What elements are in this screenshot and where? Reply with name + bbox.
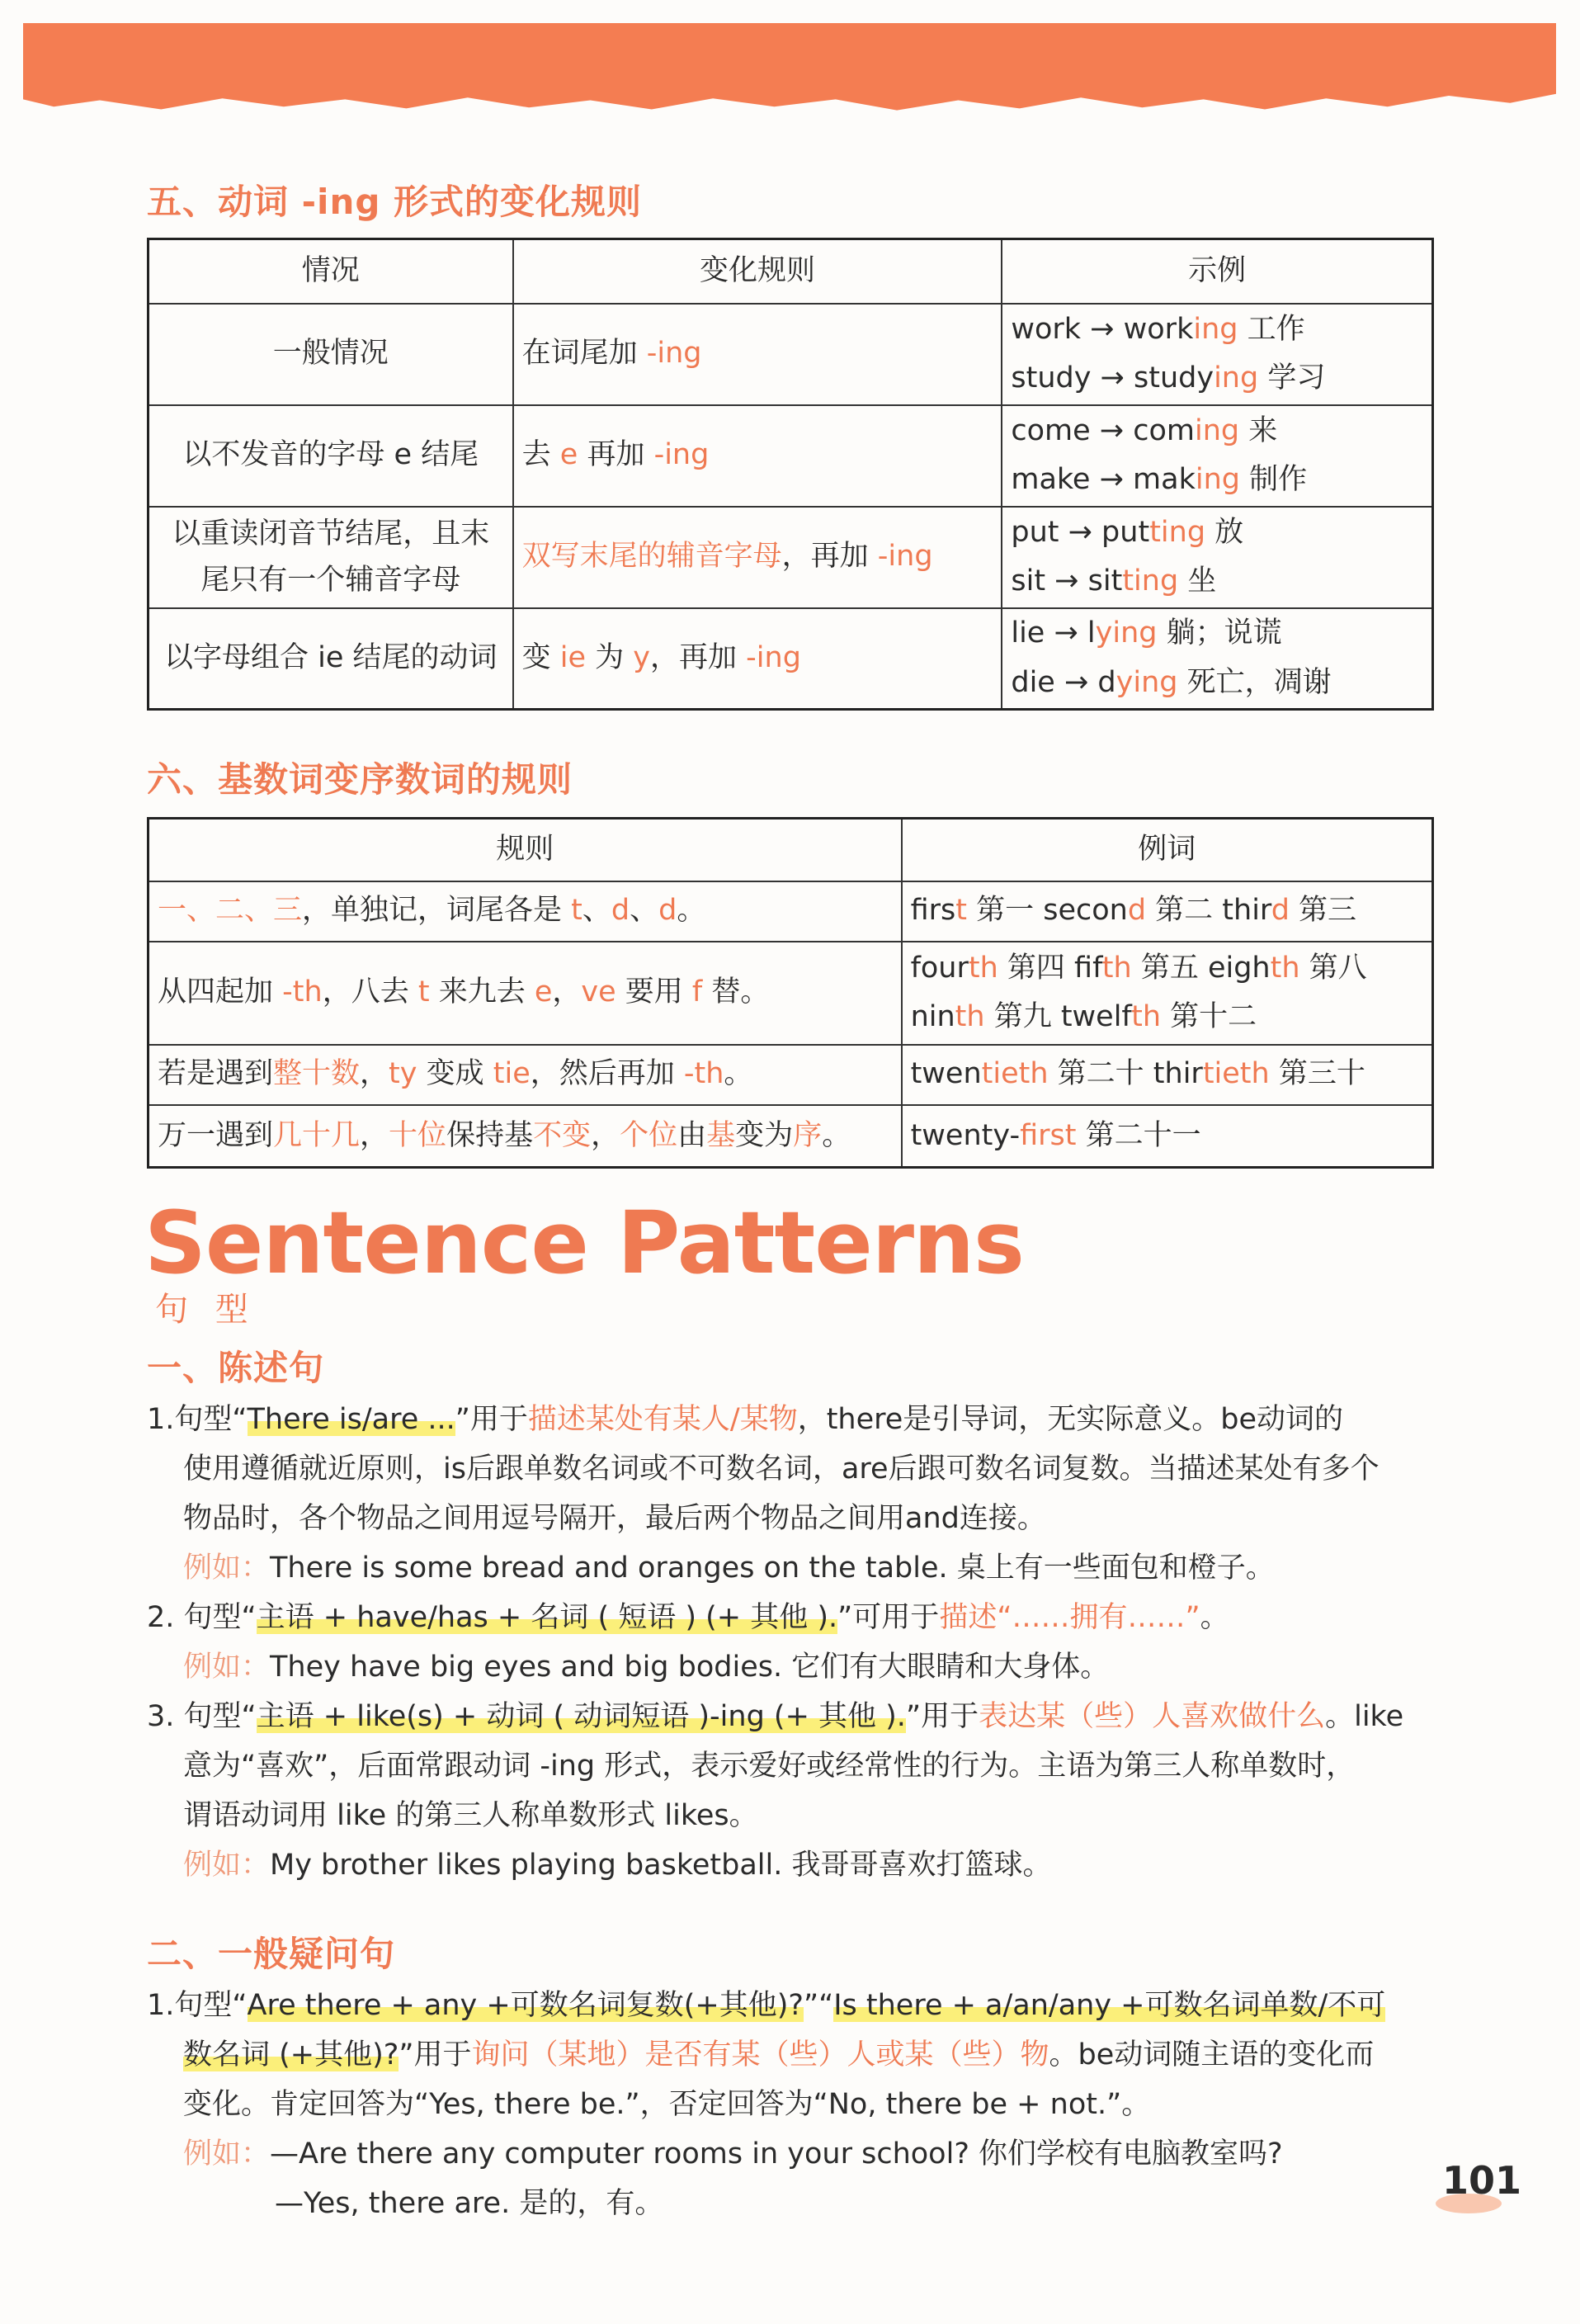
example-cell xyxy=(902,1105,1433,1168)
text-run: 1.句型“ xyxy=(147,1989,248,2022)
highlight-text: 描述“……拥有……” xyxy=(939,1601,1200,1634)
rule-cell xyxy=(513,405,1002,507)
marked-pattern: Are there + any +可数名词复数(+其他)? xyxy=(247,1989,804,2022)
case-cell: 以重读闭音节结尾，且末尾只有一个辅音字母 xyxy=(149,507,513,608)
sentence-patterns-title: Sentence Patterns xyxy=(144,1193,1024,1293)
text-run: 第八 xyxy=(1299,951,1367,985)
example-cell xyxy=(1002,507,1432,608)
text-run: There is some bread and oranges on the table. 桌上有一些面包和橙子。 xyxy=(270,1552,1275,1585)
example-cell xyxy=(902,1045,1433,1105)
highlight-text: 表达某（些）人喜欢做什么 xyxy=(979,1700,1326,1733)
table-row xyxy=(149,881,1433,942)
rule-cell xyxy=(513,304,1002,405)
text-run: They have big eyes and big bodies. 它们有大眼睛和大身体。 xyxy=(270,1651,1110,1684)
text-line xyxy=(147,2080,1434,2129)
text-line xyxy=(147,1395,1434,1444)
ing-rules-table xyxy=(147,238,1434,711)
text-run: 替。 xyxy=(702,975,770,1009)
text-run: 变为 xyxy=(735,1118,794,1152)
text-run: 死亡，凋谢 xyxy=(1177,665,1332,699)
text-run: put → put xyxy=(1011,515,1150,549)
highlight-text: d xyxy=(658,894,677,928)
highlight-text: 双写末尾的辅音字母 xyxy=(521,540,782,574)
table-row xyxy=(149,942,1433,1045)
text-run: 。 xyxy=(822,1118,851,1152)
text-run: study → study xyxy=(1011,361,1214,394)
highlight-text: e xyxy=(534,975,553,1009)
sentence-patterns-subtitle: 句 型 xyxy=(155,1291,257,1329)
highlight-text: y xyxy=(633,641,651,674)
example-line xyxy=(911,944,1423,994)
highlight-text: ing xyxy=(1194,413,1240,447)
text-run: 第十二 xyxy=(1161,1000,1257,1033)
highlight-text: 一、二、三 xyxy=(158,894,303,928)
highlight-text: th xyxy=(1131,1000,1162,1033)
text-run: 躺；说谎 xyxy=(1157,616,1282,650)
highlight-text: ying xyxy=(1115,665,1178,699)
text-run: ”用于 xyxy=(455,1403,528,1436)
ordinal-rules-table xyxy=(147,817,1434,1169)
rule-cell xyxy=(149,1105,902,1168)
example-line xyxy=(1011,354,1423,404)
highlight-text: tieth xyxy=(1202,1057,1270,1091)
highlight-text: e xyxy=(559,438,578,472)
text-run: 放 xyxy=(1205,515,1244,549)
rule-cell xyxy=(149,881,902,942)
rule-cell xyxy=(513,507,1002,608)
highlight-text: 不变 xyxy=(533,1118,592,1152)
highlight-text: t xyxy=(955,894,967,928)
text-run: 再加 xyxy=(578,438,654,472)
text-run: 保持基 xyxy=(446,1118,534,1152)
highlight-text: th xyxy=(1270,951,1300,985)
text-run: ”可用于 xyxy=(837,1601,940,1634)
highlight-text: -ing xyxy=(746,641,801,674)
text-run: lie → l xyxy=(1011,616,1096,650)
text-run: 变成 xyxy=(417,1057,493,1091)
highlight-text: ve xyxy=(581,975,616,1009)
rule-cell xyxy=(149,942,902,1045)
text-run: 。be动词随主语的变化而 xyxy=(1049,2038,1375,2071)
highlight-text: ty xyxy=(389,1057,417,1091)
highlight-text: -ing xyxy=(653,438,710,472)
highlight-text: 几十几 xyxy=(273,1118,361,1152)
text-run: 变化。肯定回答为“Yes, there be.”，否定回答为“No, there be + not.”。 xyxy=(183,2088,1151,2121)
example-line xyxy=(1011,456,1423,505)
highlight-text: first xyxy=(1020,1118,1077,1152)
text-line xyxy=(147,1494,1434,1543)
text-run: 第二 thir xyxy=(1146,894,1271,928)
highlight-text: d xyxy=(611,894,630,928)
text-run: ， xyxy=(360,1057,389,1091)
table-row xyxy=(149,405,1433,507)
highlight-text: 个位 xyxy=(620,1118,678,1152)
text-run: 第五 eigh xyxy=(1131,951,1271,985)
text-run: 。like xyxy=(1325,1700,1404,1733)
highlight-text: tieth xyxy=(981,1057,1049,1091)
rule-cell xyxy=(513,608,1002,710)
text-run: 若是遇到 xyxy=(158,1057,274,1091)
text-run: 第二十 thir xyxy=(1048,1057,1203,1091)
question-title: 二、一般疑问句 xyxy=(147,1934,396,1974)
table-header: 变化规则 xyxy=(513,239,1002,304)
highlight-text: t xyxy=(417,975,430,1009)
text-run: 第一 secon xyxy=(966,894,1128,928)
text-run: 物品时，各个物品之间用逗号隔开，最后两个物品之间用and连接。 xyxy=(183,1502,1046,1535)
highlight-text: tie xyxy=(493,1057,531,1091)
case-cell: 以字母组合 ie 结尾的动词 xyxy=(149,608,513,710)
highlight-text: 描述某处有某人/某物 xyxy=(527,1403,798,1436)
text-run: 3. 句型“ xyxy=(147,1700,257,1733)
highlight-text: 基 xyxy=(706,1118,736,1152)
table-row xyxy=(149,1045,1433,1105)
text-run: 第三 xyxy=(1289,894,1357,928)
text-run: ，八去 xyxy=(322,975,418,1009)
question-body xyxy=(147,1981,1434,2228)
text-run: 来九去 xyxy=(429,975,535,1009)
example-line xyxy=(911,886,1423,936)
rule-cell xyxy=(149,1045,902,1105)
highlight-text: ing xyxy=(1214,361,1259,394)
text-run: 由 xyxy=(677,1118,707,1152)
text-run: —Are there any computer rooms in your school? 你们学校有电脑教室吗? xyxy=(270,2137,1283,2170)
table-row xyxy=(149,507,1433,608)
example-line xyxy=(911,993,1423,1042)
declarative-title: 一、陈述句 xyxy=(147,1348,325,1388)
highlight-text: 序 xyxy=(793,1118,823,1152)
text-run: 。 xyxy=(677,894,706,928)
text-line xyxy=(147,1543,1434,1593)
text-run: 为 xyxy=(586,641,634,674)
highlight-text: ting xyxy=(1149,515,1206,549)
text-line xyxy=(147,1840,1434,1890)
text-run: 第二十一 xyxy=(1076,1118,1201,1152)
marked-pattern: 主语 + have/has + 名词 ( 短语 ) (+ 其他 ). xyxy=(256,1601,838,1634)
text-run: 坐 xyxy=(1178,564,1217,598)
text-run: 使用遵循就近原则，is后跟单数名词或不可数名词，are后跟可数名词复数。当描述某处有多个 xyxy=(183,1452,1380,1486)
example-cell xyxy=(1002,405,1432,507)
highlight-text: th xyxy=(1101,951,1132,985)
text-run: 万一遇到 xyxy=(158,1118,274,1152)
text-run: ”“ xyxy=(803,1989,834,2022)
text-run: ， xyxy=(552,975,582,1009)
marked-pattern: There is/are ... xyxy=(247,1403,455,1436)
text-line xyxy=(147,1444,1434,1494)
text-run: 、 xyxy=(582,894,611,928)
text-run: 变 xyxy=(521,641,560,674)
text-line xyxy=(147,1692,1434,1741)
page-number: 101 xyxy=(1442,2158,1522,2203)
highlight-text: -th xyxy=(683,1057,724,1091)
highlight-text: 询问（某地）是否有某（些）人或某（些）物 xyxy=(471,2038,1049,2071)
text-run: 意为“喜欢”，后面常跟动词 -ing 形式，表示爱好或经常性的行为。主语为第三人称单数时， xyxy=(183,1750,1356,1783)
text-run: 第三十 xyxy=(1269,1057,1365,1091)
marked-pattern: Is there + a/an/any +可数名词单数/不可 xyxy=(833,1989,1386,2022)
text-line xyxy=(147,1981,1434,2030)
marked-pattern: 主语 + like(s) + 动词 ( 动词短语 )-ing (+ 其他 ). xyxy=(256,1700,906,1733)
example-line xyxy=(911,1112,1423,1161)
text-line xyxy=(147,2129,1434,2179)
marked-pattern: 数名词 (+其他)? xyxy=(183,2038,399,2071)
highlight-text: 整十数 xyxy=(273,1057,361,1091)
example-label: 例如： xyxy=(183,1651,271,1684)
text-line xyxy=(147,2179,1434,2228)
text-line xyxy=(147,2030,1434,2080)
text-run: ， xyxy=(591,1118,620,1152)
example-line xyxy=(911,1050,1423,1099)
top-banner xyxy=(23,23,1556,114)
text-run: My brother likes playing basketball. 我哥哥喜欢打篮球。 xyxy=(270,1849,1052,1882)
highlight-text: 十位 xyxy=(389,1118,447,1152)
table-row xyxy=(149,608,1433,710)
table-header: 例词 xyxy=(902,819,1433,881)
example-label: 例如： xyxy=(183,1552,271,1585)
highlight-text: -th xyxy=(282,975,323,1009)
highlight-text: ing xyxy=(1195,463,1240,496)
highlight-text: ie xyxy=(559,641,587,674)
table-header: 示例 xyxy=(1002,239,1432,304)
highlight-text: -ing xyxy=(877,540,933,574)
text-run: ，然后再加 xyxy=(530,1057,684,1091)
highlight-text: ying xyxy=(1095,616,1158,650)
example-line xyxy=(1011,659,1423,708)
text-run: 要用 xyxy=(615,975,692,1009)
example-cell xyxy=(1002,304,1432,405)
text-run: 去 xyxy=(521,438,560,472)
declarative-body xyxy=(147,1395,1434,1890)
text-run: ，there是引导词，无实际意义。be动词的 xyxy=(797,1403,1344,1436)
text-run: ，再加 xyxy=(781,540,878,574)
text-run: 谓语动词用 like 的第三人称单数形式 likes。 xyxy=(183,1799,758,1832)
section6-title: 六、基数词变序数词的规则 xyxy=(147,759,573,800)
text-run: ，再加 xyxy=(650,641,747,674)
example-line xyxy=(1011,609,1423,659)
example-line xyxy=(1011,407,1423,456)
text-run: ，单独记，词尾各是 xyxy=(302,894,572,928)
text-run: 。 xyxy=(1200,1601,1229,1634)
highlight-text: -ing xyxy=(646,337,702,371)
text-run: —Yes, there are. 是的，有。 xyxy=(275,2187,664,2220)
example-label: 例如： xyxy=(183,2137,271,2170)
text-run: come → com xyxy=(1011,413,1195,447)
text-run: 。 xyxy=(724,1057,753,1091)
text-run: twen xyxy=(910,1057,982,1091)
text-run: 来 xyxy=(1239,413,1278,447)
text-run: ， xyxy=(360,1118,389,1152)
example-line xyxy=(1011,508,1423,558)
example-cell xyxy=(902,942,1433,1045)
text-run: sit → sit xyxy=(1011,564,1123,598)
text-run: 第九 twelf xyxy=(984,1000,1132,1033)
text-run: 在词尾加 xyxy=(521,337,647,371)
text-run: four xyxy=(910,951,969,985)
example-line xyxy=(1011,305,1423,355)
example-cell xyxy=(1002,608,1432,710)
text-run: 从四起加 xyxy=(158,975,283,1009)
text-run: ”用于 xyxy=(905,1700,979,1733)
example-cell xyxy=(902,881,1433,942)
text-run: work → work xyxy=(1011,312,1194,346)
highlight-text: th xyxy=(968,951,998,985)
highlight-text: ting xyxy=(1122,564,1179,598)
case-cell: 以不发音的字母 e 结尾 xyxy=(149,405,513,507)
text-line xyxy=(147,1593,1434,1642)
text-run: nin xyxy=(910,1000,955,1033)
highlight-text: t xyxy=(571,894,582,928)
text-run: firs xyxy=(910,894,956,928)
text-run: make → mak xyxy=(1011,463,1196,496)
table-row xyxy=(149,1105,1433,1168)
highlight-text: th xyxy=(955,1000,985,1033)
text-line xyxy=(147,1642,1434,1692)
section5-title: 五、动词 -ing 形式的变化规则 xyxy=(147,182,643,222)
highlight-text: f xyxy=(691,975,703,1009)
example-label: 例如： xyxy=(183,1849,271,1882)
highlight-text: d xyxy=(1271,894,1290,928)
text-run: 第四 fif xyxy=(998,951,1102,985)
text-run: twenty- xyxy=(910,1118,1021,1152)
text-run: 工作 xyxy=(1238,312,1305,346)
text-run: 制作 xyxy=(1239,463,1308,496)
case-cell: 一般情况 xyxy=(149,304,513,405)
text-run: 1.句型“ xyxy=(147,1403,248,1436)
text-line xyxy=(147,1741,1434,1791)
table-header: 情况 xyxy=(149,239,513,304)
table-header: 规则 xyxy=(149,819,902,881)
text-line xyxy=(147,1791,1434,1840)
highlight-text: ing xyxy=(1193,312,1238,346)
text-run: die → d xyxy=(1011,665,1116,699)
text-run: 、 xyxy=(630,894,659,928)
table-row xyxy=(149,304,1433,405)
example-line xyxy=(1011,557,1423,607)
highlight-text: d xyxy=(1127,894,1147,928)
text-run: ”用于 xyxy=(399,2038,472,2071)
text-run: 2. 句型“ xyxy=(147,1601,257,1634)
text-run: 学习 xyxy=(1258,361,1326,394)
